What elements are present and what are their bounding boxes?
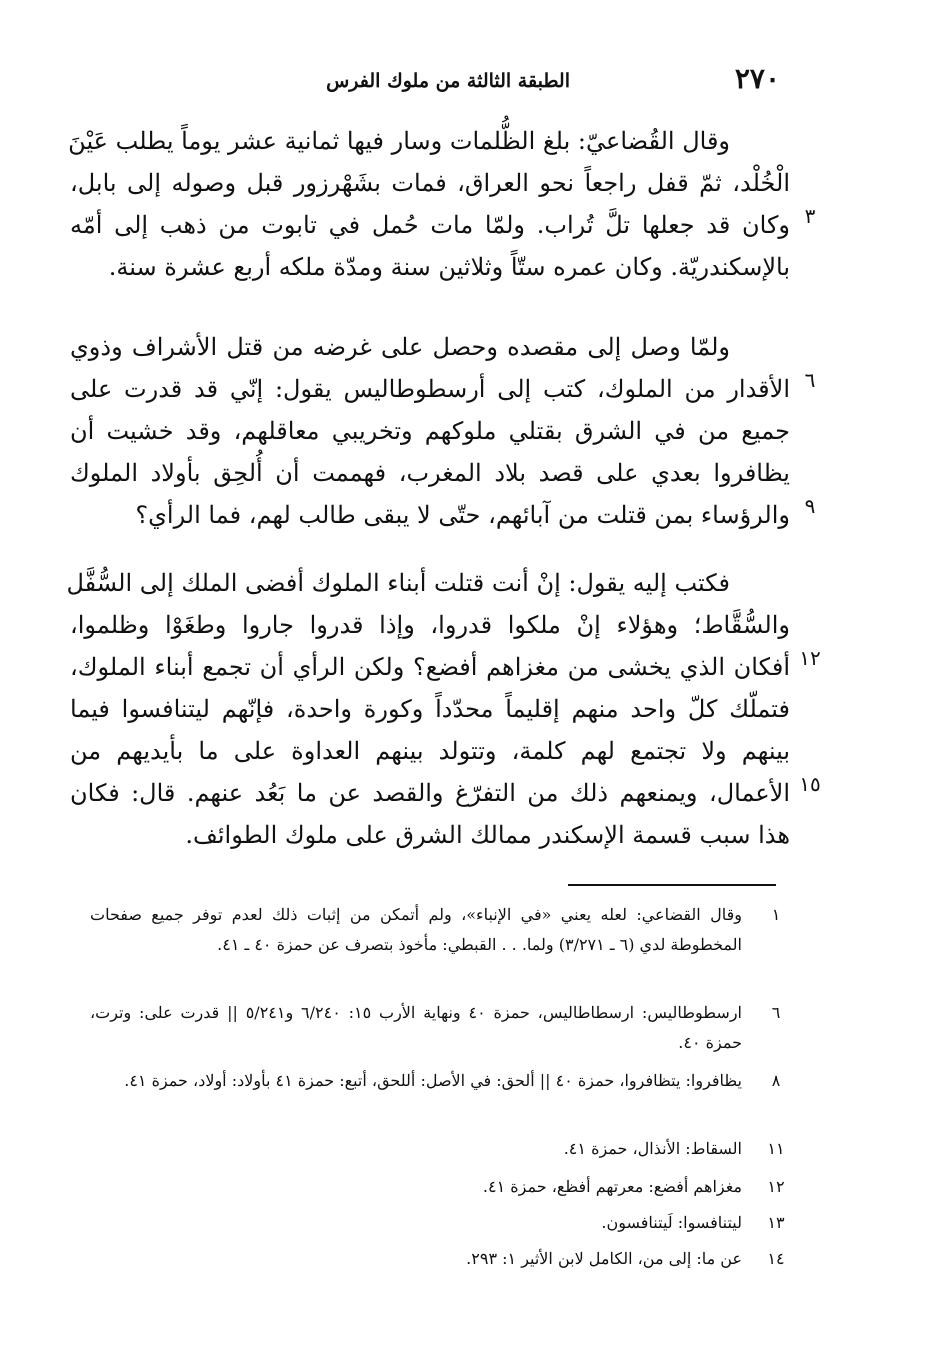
footnote-text: ارسطوطاليس: ارسطاطاليس، حمزة ٤٠ ونهاية الأرب ١٥: ٦/٢٤٠ و٥/٢٤١ || قدرت على: وترت، حمزة ٤٠. xyxy=(90,1003,742,1052)
text-line: بينهم ولا تجتمع لهم كلمة، وتتولد بينهم العداوة على ما بأيديهم من xyxy=(70,737,791,765)
paragraph-3 xyxy=(66,562,791,856)
text-line: والرؤساء بمن قتلت من آبائهم، حتّى لا يبقى طالب لهم، فما الرأي؟ xyxy=(135,501,790,529)
footnote-text: ليتنافسوا: لَيتنافسون. xyxy=(601,1213,742,1232)
footnote-number: ١ xyxy=(771,905,781,924)
text-line: جميع من في الشرق بقتلي ملوكهم وتخريبي معاقلهم، وقد خشيت أن xyxy=(70,417,790,445)
text-line: ولمّا وصل إلى مقصده وحصل على غرضه من قتل الأشراف وذوي xyxy=(70,333,730,361)
text-line: الأعمال، ويمنعهم ذلك من التفرّغ والقصد عن ما بَعُد عنهم. قال: فكان xyxy=(70,779,790,807)
text-line: وكان قد جعلها تلَّ تُراب. ولمّا مات حُمل في تابوت من ذهب إلى أمّه xyxy=(70,211,790,239)
footnote-number: ٦ xyxy=(771,1003,781,1022)
footnote-number: ١٢ xyxy=(767,1177,785,1196)
footnote-text: عن ما: إلى من، الكامل لابن الأثير ١: ٢٩٣. xyxy=(466,1249,742,1268)
running-title: الطبقة الثالثة من ملوك الفرس xyxy=(326,70,570,92)
footnote-separator xyxy=(568,884,776,886)
footnote-number: ١١ xyxy=(767,1139,785,1158)
footnote-text: مغزاهم أفضع: معرتهم أفظع، حمزة ٤١. xyxy=(482,1177,742,1196)
line-number: ١٥ xyxy=(799,772,821,796)
text-line: الأقدار من الملوك، كتب إلى أرسطوطاليس يقول: إنّي قد قدرت على xyxy=(70,375,790,403)
paragraph-1 xyxy=(70,120,790,288)
text-line: وقال القُضاعيّ: بلغ الظُّلمات وسار فيها ثمانية عشر يوماً يطلب عَيْنَ xyxy=(68,127,730,155)
footnote-number: ١٣ xyxy=(767,1213,785,1232)
footnote xyxy=(90,1244,790,1274)
footnote-text: وقال القضاعي: لعله يعني «في الإنباء»، ولم أتمكن من إثبات ذلك لعدم توفر جميع صفحات المخطوطة لدي (٦ ـ ٣/٢٧١) ولما. . . القبطي: مأخوذ بتصرف عن حمزة ٤٠ ـ ٤١. xyxy=(90,905,742,954)
footnote-number: ٨ xyxy=(771,1071,781,1090)
footnote xyxy=(90,1066,790,1096)
footnote-number: ١٤ xyxy=(767,1249,785,1268)
footnote xyxy=(90,1134,790,1164)
text-line: فتملّك كلّ واحد منهم إقليماً محدّداً وكورة واحدة، فإنّهم ليتنافسوا فيما xyxy=(70,695,790,723)
text-line: بالإسكندريّة. وكان عمره ستّاً وثلاثين سنة ومدّة ملكه أربع عشرة سنة. xyxy=(108,253,790,281)
text-line: فكتب إليه يقول: إنْ أنت قتلت أبناء الملوك أفضى الملك إلى السُّفَّل xyxy=(66,569,730,597)
text-line: هذا سبب قسمة الإسكندر ممالك الشرق على ملوك الطوائف. xyxy=(185,821,790,849)
footnote xyxy=(90,998,790,1058)
footnote-text: السقاط: الأنذال، حمزة ٤١. xyxy=(563,1139,742,1158)
text-line: والسُّقَّاط؛ وهؤلاء إنْ ملكوا قدروا، وإذا قدروا جاروا وطغَوْا وظلموا، xyxy=(70,611,790,639)
line-number: ٩ xyxy=(804,494,816,518)
footnote xyxy=(90,1172,790,1202)
text-line: الْخُلْد، ثمّ قفل راجعاً نحو العراق، فمات بشَهْرزور قبل وصوله إلى بابل، xyxy=(70,169,790,197)
line-number: ٦ xyxy=(804,368,816,392)
line-number: ١٢ xyxy=(799,646,821,670)
line-number: ٣ xyxy=(804,204,816,228)
text-line: أفكان الذي يخشى من مغزاهم أفضع؟ ولكن الرأي أن تجمع أبناء الملوك، xyxy=(70,653,791,681)
footnote-text: يظافروا: يتظافروا، حمزة ٤٠ || ألحق: في الأصل: أللحق، أتبع: حمزة ٤١ بأولاد: أولاد، حمزة ٤١. xyxy=(124,1071,742,1090)
page-header xyxy=(325,62,780,98)
footnote xyxy=(90,1208,790,1238)
text-line: يظافروا بعدي على قصد بلاد المغرب، فهممت أن أُلحِق بأولاد الملوك xyxy=(70,459,790,487)
paragraph-2 xyxy=(70,326,790,536)
page-number: ٢٧٠ xyxy=(734,62,780,95)
footnote xyxy=(90,900,790,960)
